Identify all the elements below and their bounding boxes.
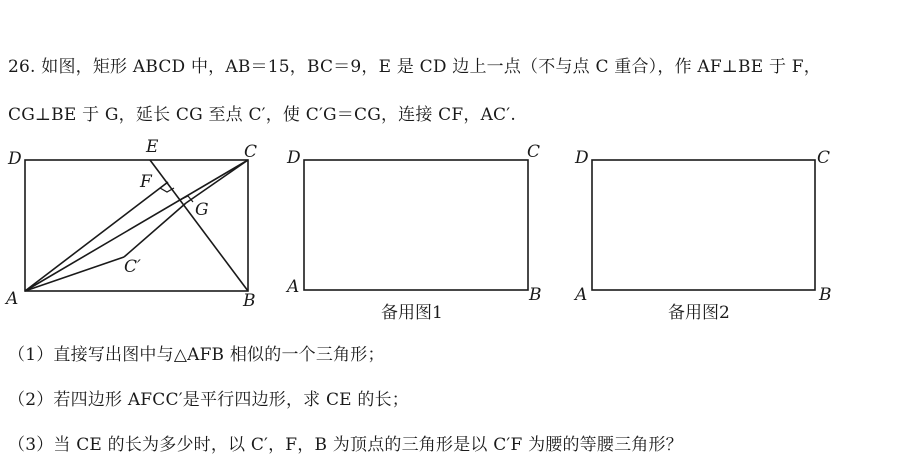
- spare-figure-2: [573, 148, 832, 323]
- spare2-label-a: A: [575, 285, 588, 305]
- spare2-label-b: B: [819, 285, 832, 305]
- problem-statement-line-2: CG⊥BE 于 G，延长 CG 至点 C′，使 C′G＝CG，连接 CF，AC′.: [8, 105, 516, 125]
- problem-statement-line-1: 26. 如图，矩形 ABCD 中，AB＝15，BC＝9，E 是 CD 边上一点（不与点 C 重合），作 AF⊥BE 于 F，: [8, 57, 821, 77]
- spare2-label-d: D: [575, 148, 589, 168]
- spare1-label-d: D: [287, 148, 301, 168]
- spare-figure-1: [285, 142, 542, 323]
- segment-gcp: [124, 203, 186, 257]
- main-label-b: B: [243, 291, 256, 311]
- main-label-cprime: C′: [124, 257, 141, 277]
- question-1: （1）直接写出图中与△AFB 相似的一个三角形；: [8, 345, 385, 365]
- main-label-f: F: [140, 172, 152, 192]
- main-label-a: A: [6, 289, 19, 309]
- geometry-figures: [0, 132, 922, 342]
- spare1-rectangle: [304, 160, 528, 290]
- spare2-label-c: C: [817, 148, 831, 168]
- spare1-label-a: A: [287, 277, 300, 297]
- right-angle-g: [180, 196, 193, 202]
- main-label-g: G: [195, 200, 209, 220]
- spare1-label-b: B: [529, 285, 542, 305]
- main-label-c: C: [244, 142, 258, 162]
- question-3: （3）当 CE 的长为多少时，以 C′，F，B 为顶点的三角形是以 C′F 为腰的等腰三角形？: [8, 435, 683, 455]
- spare2-rectangle: [592, 160, 815, 290]
- spare1-caption: 备用图1: [381, 303, 443, 323]
- question-2: （2）若四边形 AFCC′是平行四边形，求 CE 的长；: [8, 390, 409, 410]
- main-label-e: E: [146, 137, 159, 157]
- segment-be: [150, 160, 248, 291]
- main-label-d: D: [8, 149, 22, 169]
- spare1-label-c: C: [527, 142, 541, 162]
- spare2-caption: 备用图2: [668, 303, 730, 323]
- segment-cg: [186, 160, 248, 203]
